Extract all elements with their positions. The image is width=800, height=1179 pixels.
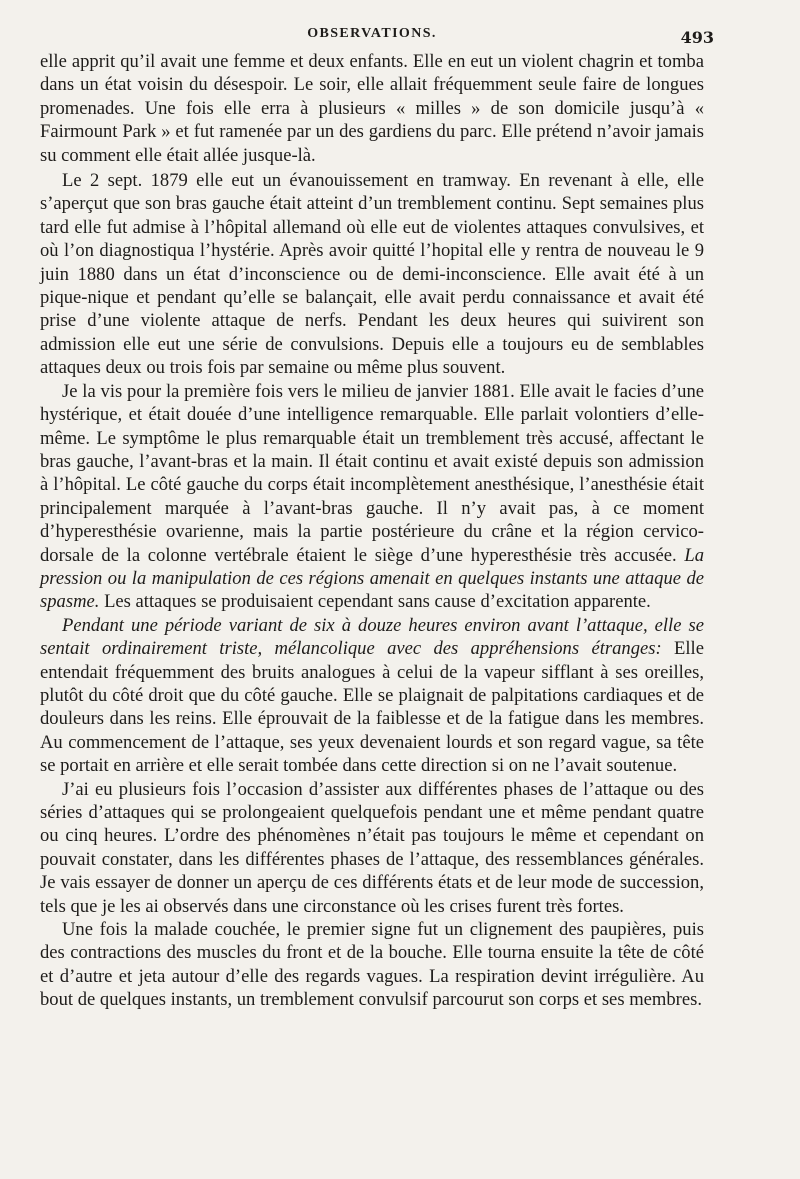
page-number: 493 [680,28,714,47]
paragraph-2-text: Le 2 sept. 1879 elle eut un évanouissement en tramway. En revenant à elle, elle s’aperçut que son bras gauche était atteint d’un tremblement continu. Sept semaines plus tard elle fut admise à l’hôpital allemand où elle eut de violentes attaques convulsives, et où l’on diagnostiqua l’hystérie. Après avoir quitté l’hopital elle y rentra de nouveau le 9 juin 1880 dans un état d’inconscience ou de demi-inconscience. Elle avait été à un pique-nique et pendant qu’elle se balançait, elle avait perdu connaissance et avait été prise d’une violente attaque de nerfs. Pendant les deux heures qui suivirent son admission elle eut une série de convulsions. Depuis elle a toujours eu de semblables attaques deux ou trois fois par semaine ou même plus souvent. [40,170,704,379]
paragraph-3-italic: La pression ou la manipulation de ces régions amenait en quelques instants une attaque de spasme. [40,544,704,613]
paragraph-6-text: Une fois la malade couchée, le premier signe fut un clignement des paupières, puis des contractions des muscles du front et de la bouche. Elle tourna ensuite la tête de côté et d’autre et jeta autour d’elle des regards vagues. La respiration devint irrégulière. Au bout de quelques instants, un tremblement convulsif parcourut son corps et ses membres. [40,919,704,1011]
running-head: OBSERVATIONS. [307,26,437,41]
paragraph-3 [40,380,704,614]
page-header [40,22,714,47]
paragraph-2 [40,169,704,380]
paragraph-4-italic: Pendant une période variant de six à douze heures environ avant l’attaque, elle se sentait ordinairement triste, mélancolique avec des appréhensions étranges: [40,614,704,660]
paragraph-5 [40,778,704,918]
paragraph-4 [40,614,704,778]
paragraph-3-text-after: Les attaques se produisaient cependant sans cause d’excitation apparente. [104,591,651,613]
body-text [40,50,704,1012]
paragraph-5-text: J’ai eu plusieurs fois l’occasion d’assister aux différentes phases de l’attaque ou des séries d’attaques qui se prolongeaient quelquefois pendant une et même pendant quatre ou cinq heures. L’ordre des phénomènes n’était pas toujours le même et cependant on pouvait constater, dans les différentes phases de l’attaque, des ressemblances générales. Je vais essayer de donner un aperçu de ces différents états et de leur mode de succession, tels que je les ai observés dans une circonstance où les crises furent très fortes. [40,778,704,917]
paragraph-1 [40,50,704,167]
paragraph-6 [40,918,704,1012]
paragraph-1-text: elle apprit qu’il avait une femme et deux enfants. Elle en eut un violent chagrin et tomba dans un état voisin du désespoir. Le soir, elle allait fréquemment seule faire de longues promenades. Une fois elle erra à plusieurs « milles » de son domicile jusqu’à « Fairmount Park » et fut ramenée par un des gardiens du parc. Elle prétend n’avoir jamais su comment elle était allée jusque-là. [40,51,704,166]
paragraph-3-text: Je la vis pour la première fois vers le milieu de janvier 1881. Elle avait le facies d’une hystérique, et était douée d’une intelligence remarquable. Elle parlait volontiers d’elle-même. Le symptôme le plus remarquable était un tremblement très accusé, affectant le bras gauche, l’avant-bras et la main. Il était continu et avait existé depuis son admission à l’hôpital. Le côté gauche du corps était incomplètement anesthésique, l’anesthésie était principalement marquée à l’avant-bras gauche. Il n’y avait pas, à ce moment d’hyperesthésie ovarienne, mais la partie postérieure du crâne et la région cervico-dorsale de la colonne vertébrale étaient le siège d’une hyperesthésie très accusée. [40,380,704,566]
paragraph-4-text-after: Elle entendait fréquemment des bruits analogues à celui de la vapeur sifflant à ses oreilles, plutôt du côté droit que du côté gauche. Elle se plaignait de palpitations cardiaques et de douleurs dans les reins. Elle éprouvait de la faiblesse et de la fatigue dans les membres. Au commencement de l’attaque, ses yeux devenaient lourds et son regard vague, sa tête se portait en arrière et elle serait tombée dans cette direction si on ne l’avait soutenue. [40,638,704,777]
